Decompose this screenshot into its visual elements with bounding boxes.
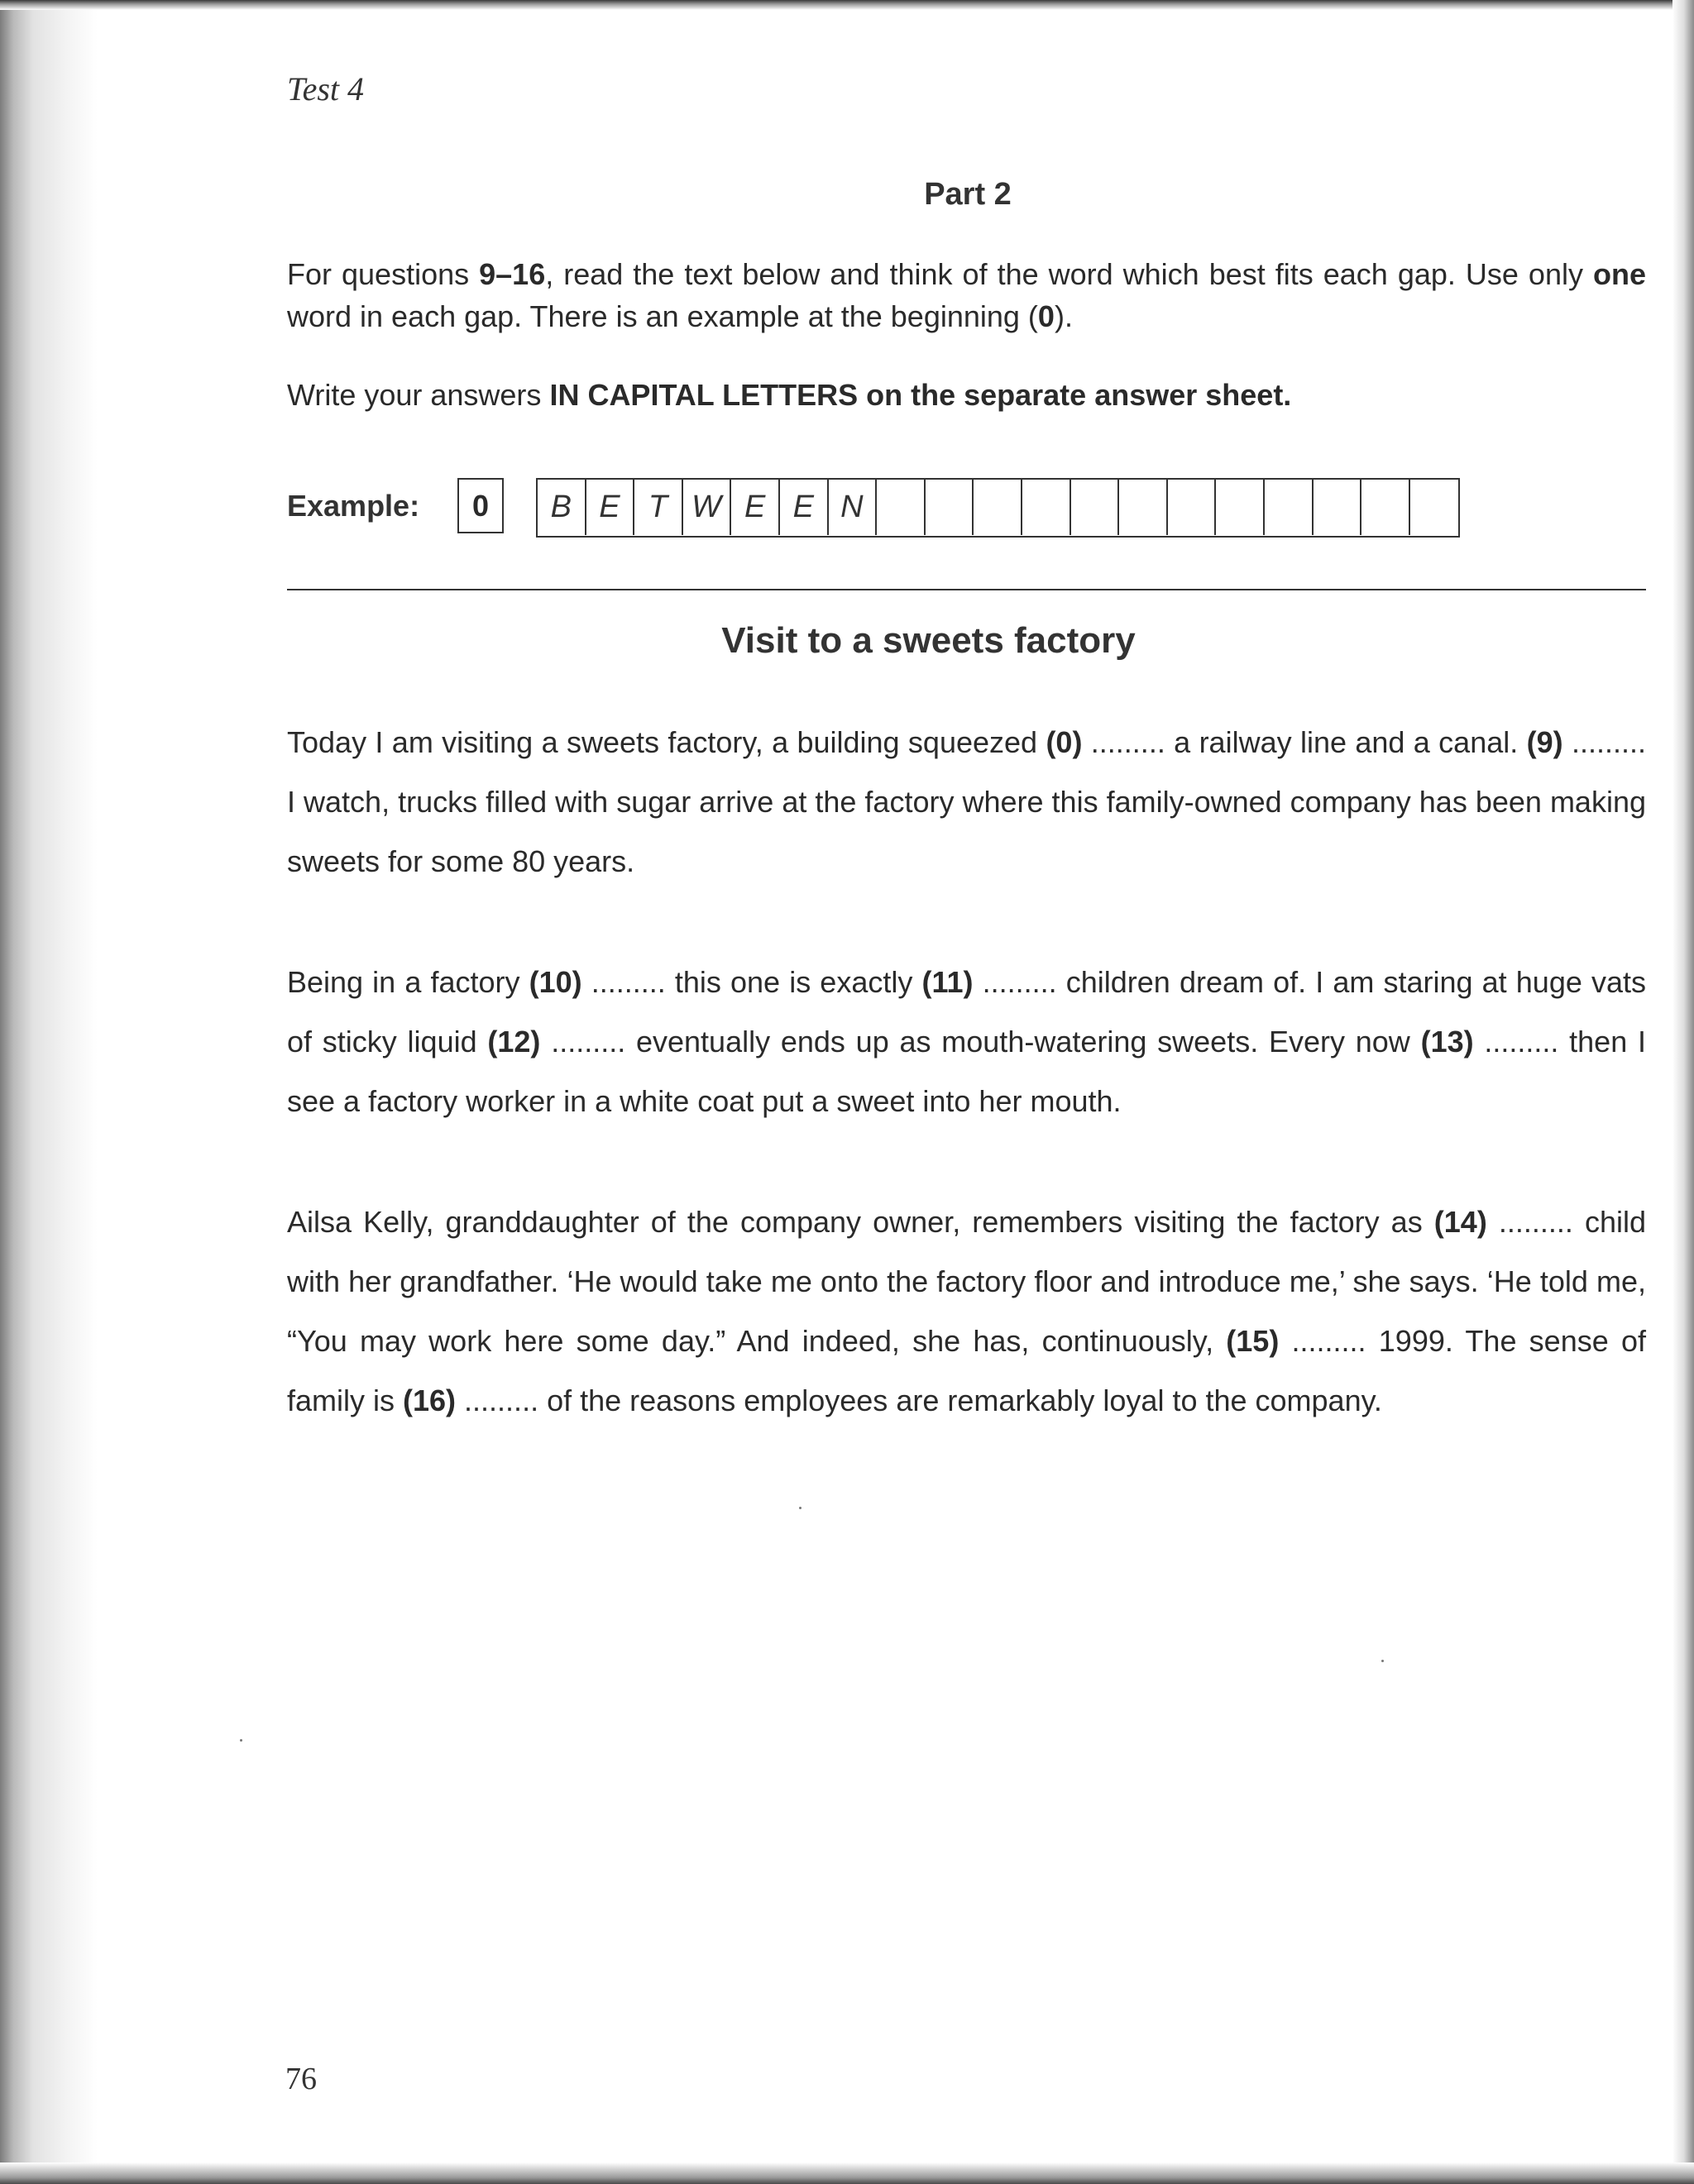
answer-letter-box: B [538, 480, 586, 535]
write-text: Write your answers [287, 378, 550, 412]
passage-text: ......... a railway line and a canal. [1082, 725, 1527, 759]
answer-letter-box [877, 480, 926, 535]
passage-text: Ailsa Kelly, granddaughter of the company owner, remembers visiting the factory as [287, 1205, 1434, 1239]
answer-letter-box: E [780, 480, 829, 535]
passage-text: ......... this one is exactly [581, 965, 922, 999]
gap-number: (0) [1046, 725, 1083, 759]
answer-letter-box [1410, 480, 1459, 535]
answer-letter-box: T [634, 480, 683, 535]
answer-letter-box [1265, 480, 1314, 535]
paragraph-1 [287, 713, 1646, 891]
instr-one: one [1592, 257, 1646, 291]
page-top-edge [0, 0, 1694, 10]
passage-text: ......... of the reasons employees are remarkably loyal to the company. [456, 1384, 1382, 1417]
passage-text: ......... children dream of. I am staring at huge vats of sticky liquid [287, 965, 1646, 1059]
instr-zero: 0 [1037, 299, 1055, 333]
answer-letter-box: E [586, 480, 635, 535]
part-title: Part 2 [924, 177, 1012, 212]
passage-text: ......... then I see a factory worker in a white coat put a sweet into her mouth. [287, 1025, 1646, 1118]
passage-text: Today I am visiting a sweets factory, a building squeezed [287, 725, 1046, 759]
answer-letter-box [1168, 480, 1217, 535]
passage-text: ......... I watch, trucks filled with sugar arrive at the factory where this family-owned company has been making sweets for some 80 years. [287, 725, 1646, 878]
example-label: Example: [287, 489, 420, 523]
text-title: Visit to a sweets factory [721, 620, 1136, 661]
page-number: 76 [285, 2062, 317, 2096]
answer-letter-box [1361, 480, 1410, 535]
write-instruction [287, 378, 1291, 413]
answer-letter-box [1216, 480, 1265, 535]
example-answer-boxes [536, 478, 1460, 538]
gap-number: (14) [1433, 1205, 1487, 1239]
book-spine-shadow [0, 0, 98, 2184]
page-bottom-edge [0, 2162, 1694, 2184]
divider-rule [287, 589, 1646, 590]
running-head: Test 4 [287, 70, 365, 108]
answer-letter-box: E [731, 480, 780, 535]
gap-number: (10) [529, 965, 582, 999]
gap-number: (16) [403, 1384, 457, 1417]
passage-text: Being in a factory [287, 965, 529, 999]
passage-text: ......... 1999. The sense of family is [287, 1324, 1646, 1417]
scan-speck [240, 1739, 242, 1742]
paragraph-2 [287, 953, 1646, 1131]
instr-range: 9–16 [479, 257, 546, 291]
gap-number: (15) [1226, 1324, 1280, 1358]
example-number-box: 0 [457, 478, 504, 533]
scan-speck [799, 1507, 802, 1509]
answer-letter-box [1071, 480, 1120, 535]
answer-letter-box [1314, 480, 1362, 535]
scan-speck [1381, 1660, 1384, 1662]
gap-number: (11) [921, 965, 974, 999]
gap-number: (12) [487, 1025, 541, 1059]
answer-letter-box: W [683, 480, 732, 535]
answer-letter-box [926, 480, 974, 535]
instr-text: word in each gap. There is an example at the beginning ( [287, 299, 1038, 333]
paragraph-3 [287, 1192, 1646, 1431]
instr-text: ). [1054, 299, 1073, 333]
answer-letter-box [1119, 480, 1168, 535]
gap-number: (13) [1420, 1025, 1474, 1059]
answer-letter-box [974, 480, 1022, 535]
page-right-edge [1672, 0, 1694, 2184]
instructions [287, 253, 1646, 337]
passage-text: ......... child with her grandfather. ‘He would take me onto the factory floor and introduce me,’ she says. ‘He told me, “You may work here some day.” And indeed, she has, continuously, [287, 1205, 1647, 1358]
passage-text: ......... eventually ends up as mouth-watering sweets. Every now [540, 1025, 1421, 1059]
instr-text: , read the text below and think of the word which best fits each gap. Use only [545, 257, 1593, 291]
gap-number: (9) [1526, 725, 1563, 759]
instr-text: For questions [287, 257, 480, 291]
answer-letter-box: N [829, 480, 878, 535]
write-bold-text: IN CAPITAL LETTERS on the separate answer sheet. [549, 378, 1292, 412]
answer-letter-box [1022, 480, 1071, 535]
